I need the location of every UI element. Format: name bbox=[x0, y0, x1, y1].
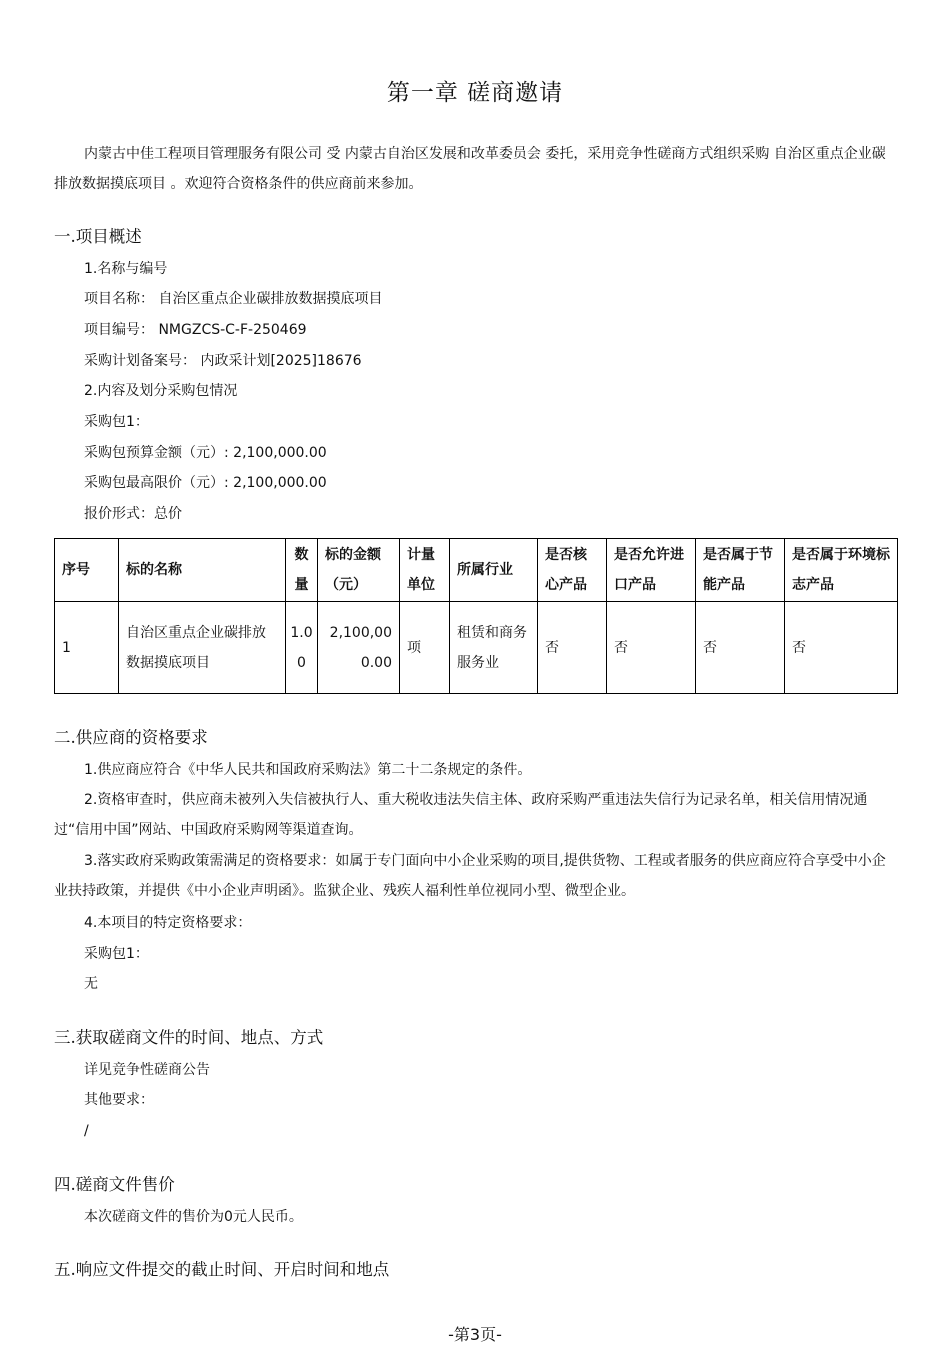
header-cell: 是否属于环境标志产品 bbox=[785, 539, 898, 602]
package-max-price-line: 采购包最高限价（元）: 2,100,000.00 bbox=[84, 475, 327, 491]
qualification-3: 3.落实政府采购政策需满足的资格要求：如属于专门面向中小企业采购的项目,提供货物、工程或者服务的供应商应符合享受中小企业扶持政策，并提供《中小企业声明函》。监狱企业、残疾人福利性单位视同小型、微型企业。 bbox=[54, 853, 886, 899]
package-content-subheading: 2.内容及划分采购包情况 bbox=[84, 383, 238, 399]
project-number-line: 项目编号： NMGZCS-C-F-250469 bbox=[84, 322, 307, 338]
table-cell: 否 bbox=[607, 602, 696, 694]
table-row bbox=[55, 602, 898, 694]
qualification-2: 2.资格审查时，供应商未被列入失信被执行人、重大税收违法失信主体、政府采购严重违法失信行为记录名单，相关信用情况通过“信用中国”网站、中国政府采购网等渠道查询。 bbox=[54, 792, 868, 838]
section-5-heading: 五.响应文件提交的截止时间、开启时间和地点 bbox=[54, 1260, 390, 1279]
qualification-4: 4.本项目的特定资格要求： bbox=[84, 915, 252, 931]
header-cell: 所属行业 bbox=[450, 539, 538, 602]
other-requirements-value: / bbox=[84, 1123, 89, 1139]
header-cell: 标的金额（元） bbox=[318, 539, 400, 602]
quote-form-line: 报价形式：总价 bbox=[84, 506, 182, 522]
header-cell: 数量 bbox=[286, 539, 318, 602]
qualification-none: 无 bbox=[84, 976, 98, 992]
table-cell: 租赁和商务服务业 bbox=[450, 602, 538, 694]
qualification-package-label: 采购包1： bbox=[84, 946, 149, 962]
table-cell: 1.00 bbox=[286, 602, 318, 694]
table-cell: 2,100,000.00 bbox=[318, 602, 400, 694]
package-1-label: 采购包1： bbox=[84, 414, 149, 430]
package-table bbox=[54, 538, 898, 694]
page-title: 第一章 磋商邀请 bbox=[386, 80, 564, 106]
package-budget-line: 采购包预算金额（元）: 2,100,000.00 bbox=[84, 445, 327, 461]
intro-paragraph: 内蒙古中佳工程项目管理服务有限公司 受 内蒙古自治区发展和改革委员会 委托，采用竞争性磋商方式组织采购 自治区重点企业碳排放数据摸底项目 。欢迎符合资格条件的供应商前来参加。 bbox=[54, 146, 886, 192]
name-number-subheading: 1.名称与编号 bbox=[84, 261, 168, 277]
table-cell: 自治区重点企业碳排放数据摸底项目 bbox=[119, 602, 286, 694]
header-cell: 序号 bbox=[55, 539, 119, 602]
header-cell: 标的名称 bbox=[119, 539, 286, 602]
project-name-line: 项目名称： 自治区重点企业碳排放数据摸底项目 bbox=[84, 291, 383, 307]
table-cell: 1 bbox=[55, 602, 119, 694]
table-cell: 项 bbox=[400, 602, 450, 694]
header-cell: 是否允许进口产品 bbox=[607, 539, 696, 602]
table-cell: 否 bbox=[785, 602, 898, 694]
header-cell: 计量单位 bbox=[400, 539, 450, 602]
table-cell: 否 bbox=[538, 602, 607, 694]
plan-record-line: 采购计划备案号： 内政采计划[2025]18676 bbox=[84, 353, 362, 369]
page-number: -第3页- bbox=[448, 1325, 502, 1344]
table-cell: 否 bbox=[696, 602, 785, 694]
other-requirements-label: 其他要求： bbox=[84, 1092, 154, 1108]
section-4-heading: 四.磋商文件售价 bbox=[54, 1175, 175, 1194]
section-1-heading: 一.项目概述 bbox=[54, 227, 142, 246]
obtain-docs-line: 详见竞争性磋商公告 bbox=[84, 1062, 210, 1078]
header-cell: 是否核心产品 bbox=[538, 539, 607, 602]
qualification-1: 1.供应商应符合《中华人民共和国政府采购法》第二十二条规定的条件。 bbox=[84, 762, 532, 778]
document-price-line: 本次磋商文件的售价为0元人民币。 bbox=[84, 1209, 303, 1225]
table-header-row bbox=[55, 539, 898, 602]
section-3-heading: 三.获取磋商文件的时间、地点、方式 bbox=[54, 1028, 324, 1047]
section-2-heading: 二.供应商的资格要求 bbox=[54, 728, 208, 747]
header-cell: 是否属于节能产品 bbox=[696, 539, 785, 602]
